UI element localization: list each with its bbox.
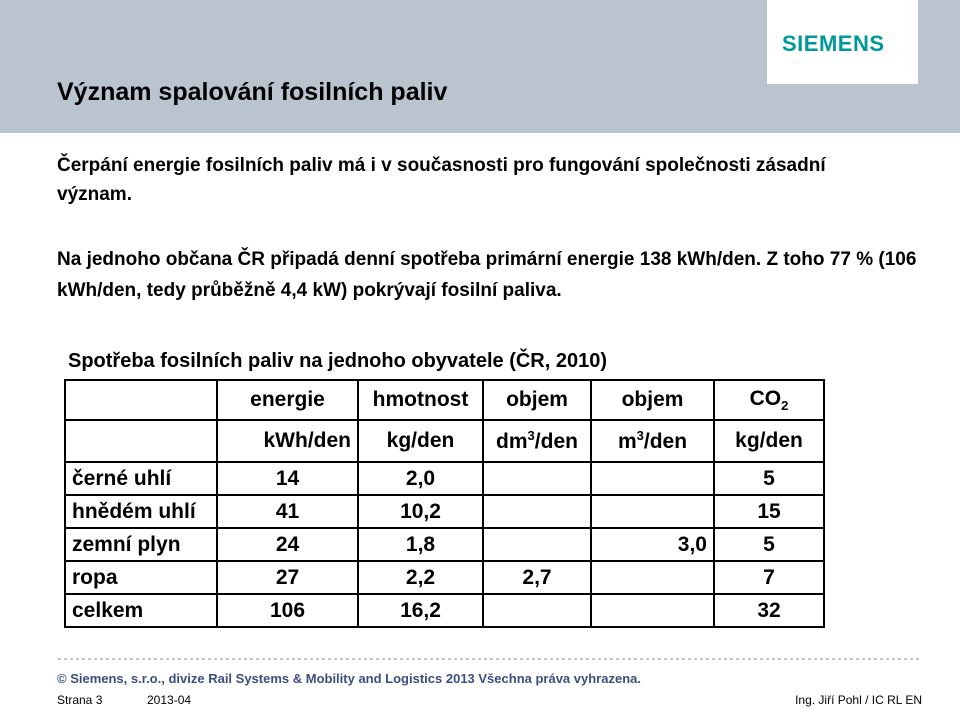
table-row: černé uhlí 14 2,0 5 — [65, 462, 824, 495]
unit-kwh: kWh/den — [217, 420, 358, 462]
header-co2 — [714, 380, 824, 420]
header-objem-1: objem — [483, 380, 591, 420]
page-title: Význam spalování fosilních paliv — [57, 78, 448, 106]
header-hmotnost: hmotnost — [358, 380, 483, 420]
unit-m3: $m^3$/den — [591, 420, 714, 462]
paragraph-consumption: Na jednoho občana ČR připadá denní spotřeba primární energie 138 kWh/den. Z toho 77 % (106 kWh/den, tedy průběžně 4,4 kW) pokrývají fosilní paliva. — [57, 249, 917, 301]
siemens-logo: SIEMENS — [782, 31, 885, 56]
unit-dm3: $dm^3$/den — [483, 420, 591, 462]
consumption-table — [64, 379, 825, 628]
header-empty — [65, 380, 217, 420]
table-row: ropa 27 2,2 2,7 7 — [65, 561, 824, 594]
footer-page-number: Strana 3 — [57, 693, 103, 707]
consumption-table-image — [62, 344, 827, 641]
table-units-row — [65, 420, 824, 462]
table-row: hnědém uhlí 41 10,2 15 — [65, 495, 824, 528]
units-empty — [65, 420, 217, 462]
footer-date: 2013-04 — [147, 693, 192, 707]
unit-kg: kg/den — [358, 420, 483, 462]
table-caption: Spotřeba fosilních paliv na jednoho obyvatele (ČR, 2010) — [68, 350, 608, 372]
paragraph-intro: Čerpání energie fosilních paliv má i v současnosti pro fungování společnosti zásadní význam. — [57, 155, 826, 205]
table-row: celkem 106 16,2 32 — [65, 594, 824, 627]
unit-co2-kg: kg/den — [714, 420, 824, 462]
header-objem-2: objem — [591, 380, 714, 420]
table-row: zemní plyn 24 1,8 3,0 5 — [65, 528, 824, 561]
header-co2-subscript: 2 — [781, 398, 789, 414]
header-energie: energie — [217, 380, 358, 420]
table-header-row — [65, 380, 824, 420]
footer-author: Ing. Jiří Pohl / IC RL EN — [795, 693, 922, 707]
footer-divider — [58, 658, 920, 660]
footer-copyright: © Siemens, s.r.o., divize Rail Systems & Mobility and Logistics 2013 Všechna práva vyhrazena. — [57, 671, 641, 686]
header-co2-text: CO — [749, 386, 782, 410]
